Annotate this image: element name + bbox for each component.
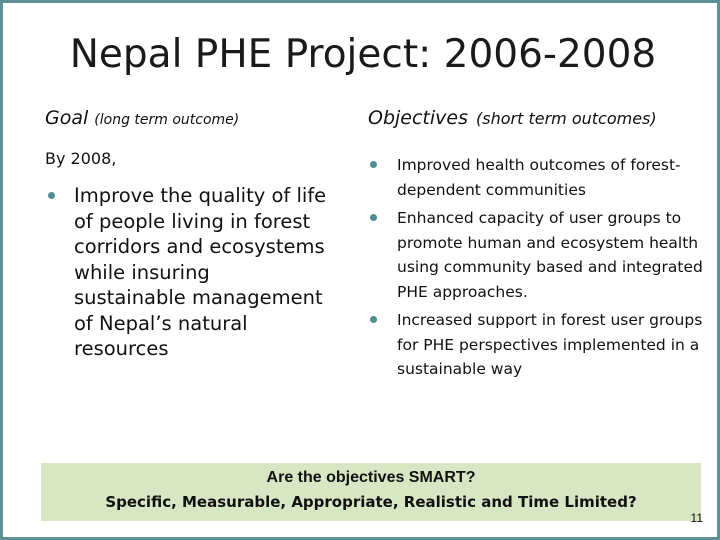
smart-question: Are the objectives SMART?	[266, 469, 476, 486]
bullet-icon	[370, 161, 377, 168]
smart-definition: Specific, Measurable, Appropriate, Realistic and Time Limited?	[105, 493, 637, 511]
slide-title: Nepal PHE Project: 2006-2008	[69, 32, 657, 77]
objectives-subheading: (short term outcomes)	[476, 109, 657, 128]
list-item	[368, 153, 713, 202]
objectives-heading-row	[368, 107, 657, 129]
objective-bullet-text: Enhanced capacity of user groups to promote human and ecosystem health using community based and integrated PHE approaches.	[397, 209, 703, 301]
list-item	[368, 308, 713, 382]
goal-list	[47, 183, 327, 362]
goal-subheading: (long term outcome)	[94, 112, 240, 128]
objective-bullet-text: Increased support in forest user groups for PHE perspectives implemented in a sustainable way	[397, 311, 703, 378]
list-item	[47, 183, 327, 362]
objective-bullet-text: Improved health outcomes of forest-dependent communities	[397, 156, 681, 199]
bullet-icon	[370, 316, 377, 323]
objectives-heading: Objectives	[368, 107, 468, 129]
objectives-list	[368, 153, 713, 386]
goal-heading-row	[45, 107, 239, 129]
bullet-icon	[370, 214, 377, 221]
goal-heading: Goal	[45, 107, 89, 129]
smart-callout-box	[41, 463, 701, 521]
goal-bullet-text: Improve the quality of life of people living in forest corridors and ecosystems while insuring sustainable management of Nepal’s natural resources	[74, 184, 327, 360]
bullet-icon	[48, 192, 55, 199]
list-item	[368, 206, 713, 304]
page-number: 11	[690, 511, 703, 525]
goal-intro: By 2008,	[45, 149, 117, 168]
